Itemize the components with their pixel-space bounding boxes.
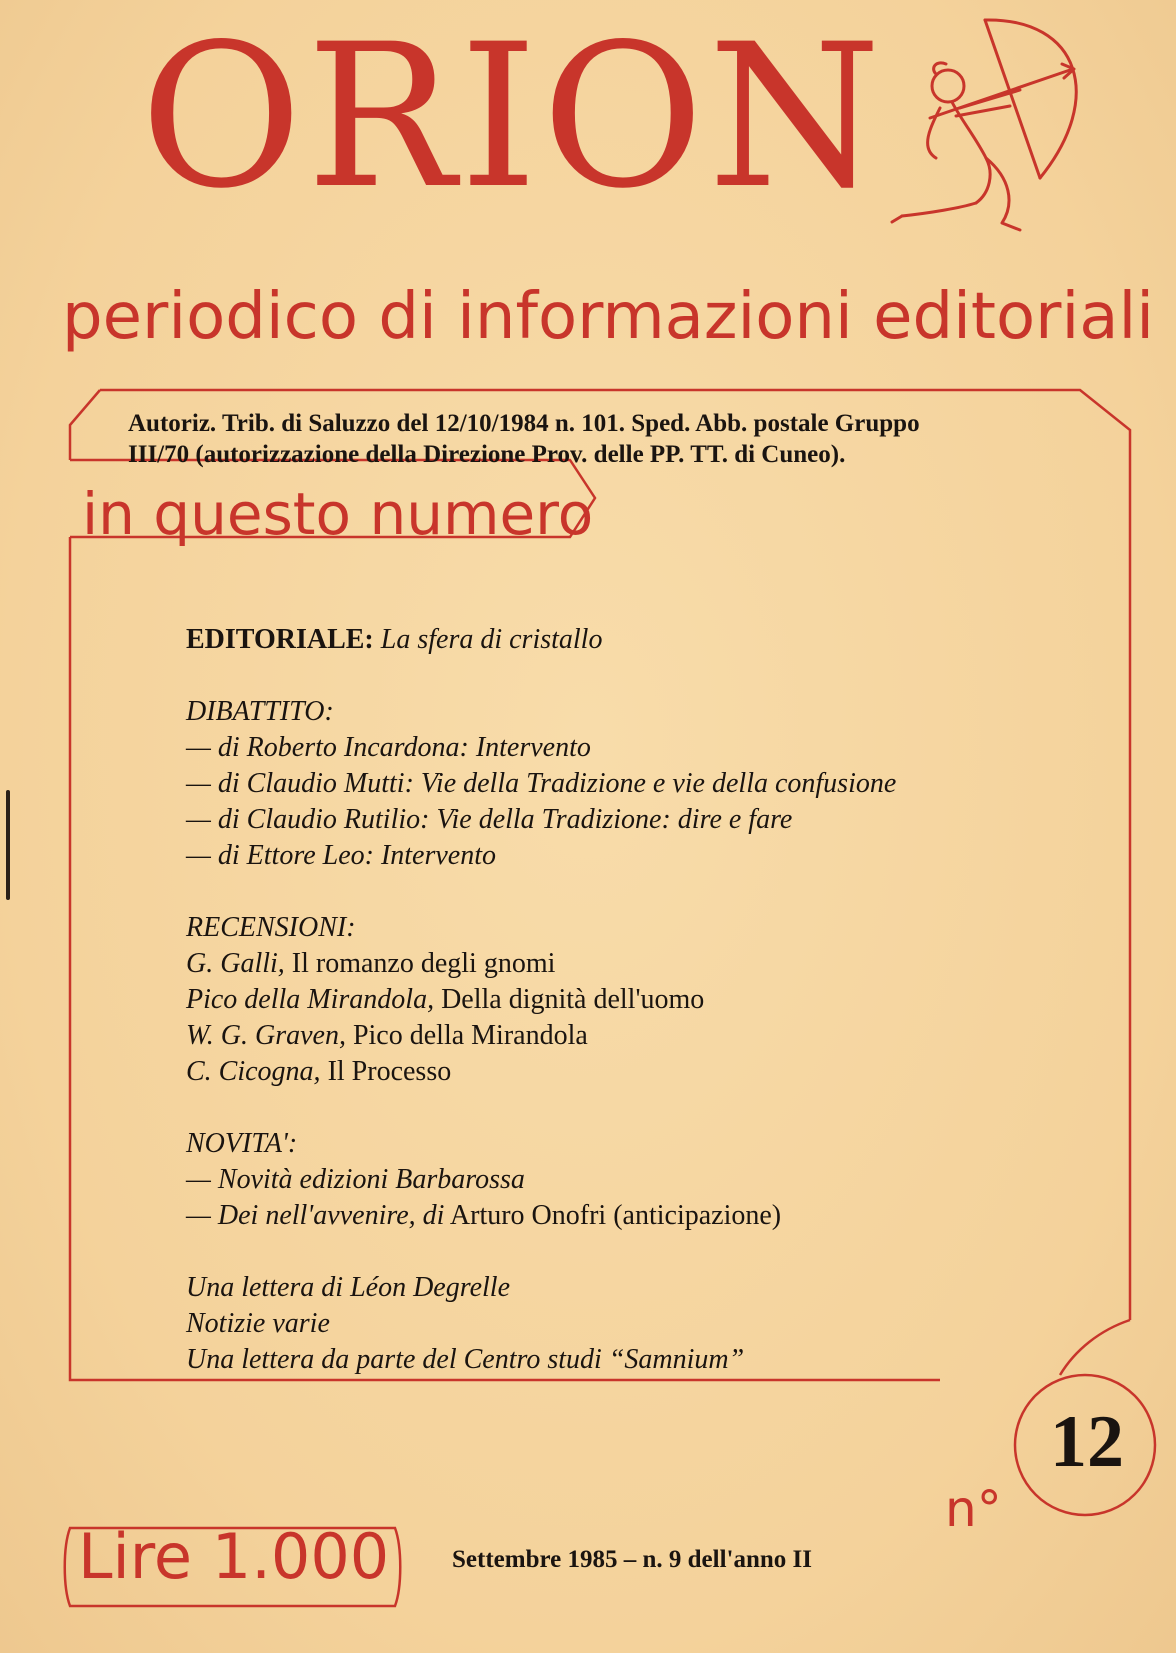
list-item: Una lettera da parte del Centro studi “Samnium” [186, 1344, 745, 1375]
toc-recensioni [186, 910, 1066, 1090]
masthead-title: ORION [140, 1, 886, 232]
list-item [186, 1198, 1066, 1234]
issue-number-label: n° [945, 1480, 1002, 1538]
list-item: Notizie varie [186, 1308, 330, 1339]
review-author: C. Cicogna, [186, 1056, 321, 1087]
archer-logo-icon [890, 8, 1140, 258]
review-title: Pico della Mirandola [352, 1020, 588, 1051]
dibattito-heading: DIBATTITO: [186, 696, 334, 727]
staple-mark [6, 790, 10, 900]
list-item: — di Claudio Mutti: Vie della Tradizione e vie della confusione [186, 768, 897, 799]
recensioni-heading: RECENSIONI: [186, 912, 356, 943]
list-item [186, 946, 1066, 982]
toc-editoriale [186, 622, 1066, 658]
novita-heading: NOVITA': [186, 1128, 298, 1159]
list-item [186, 1018, 1066, 1054]
list-item: — di Claudio Rutilio: Vie della Tradizione: dire e fare [186, 804, 793, 835]
novita-item-author: Arturo Onofri (anticipazione) [449, 1200, 782, 1231]
review-author: Pico della Mirandola, [186, 984, 435, 1015]
authorization-notice [128, 408, 1088, 470]
authorization-line-2: III/70 (autorizzazione della Direzione Prov. delle PP. TT. di Cuneo). [128, 441, 846, 468]
section-title: in questo numero [82, 480, 594, 548]
toc-dibattito [186, 694, 1066, 874]
toc-novita [186, 1126, 1066, 1234]
review-author: W. G. Graven, [186, 1020, 346, 1051]
price-label: Lire 1.000 [78, 1520, 390, 1593]
list-item: — di Ettore Leo: Intervento [186, 840, 497, 871]
list-item [186, 982, 1066, 1018]
review-title: Il romanzo degli gnomi [291, 948, 556, 979]
list-item: — di Roberto Incardona: Intervento [186, 732, 591, 763]
editoriale-title: La sfera di cristallo [380, 624, 603, 655]
toc-varie [186, 1270, 1066, 1378]
review-author: G. Galli, [186, 948, 285, 979]
review-title: Della dignità dell'uomo [441, 984, 705, 1015]
masthead-subtitle: periodico di informazioni editoriali [62, 280, 1154, 354]
review-title: Il Processo [327, 1056, 452, 1087]
issue-number: 12 [1050, 1401, 1124, 1483]
table-of-contents [186, 622, 1066, 1414]
issue-date: Settembre 1985 – n. 9 dell'anno II [452, 1546, 812, 1573]
editoriale-label: EDITORIALE: [186, 624, 374, 655]
authorization-line-1: Autoriz. Trib. di Saluzzo del 12/10/1984 n. 101. Sped. Abb. postale Gruppo [128, 410, 920, 437]
list-item: — Novità edizioni Barbarossa [186, 1164, 525, 1195]
novita-item-title: — Dei nell'avvenire, di [186, 1200, 445, 1231]
list-item: Una lettera di Léon Degrelle [186, 1272, 511, 1303]
list-item [186, 1054, 1066, 1090]
